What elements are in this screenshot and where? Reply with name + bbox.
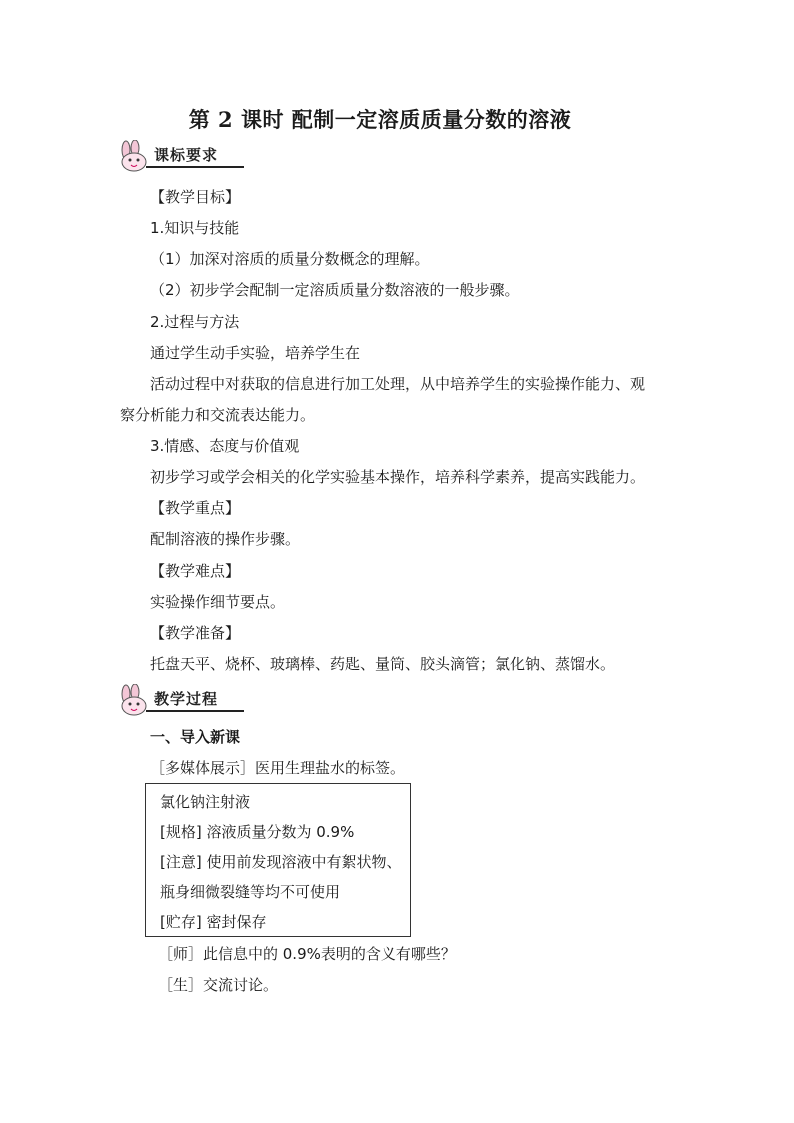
label-line-1: 氯化钠注射液 — [160, 793, 251, 811]
label-line-4: 瓶身细微裂缝等均不可使用 — [160, 883, 341, 901]
teacher-question: ［师］此信息中的 0.9%表明的含义有哪些？ — [158, 945, 456, 963]
keypoints-heading: 【教学重点】 — [150, 499, 241, 517]
keypoints-text: 配制溶液的操作步骤。 — [150, 530, 301, 548]
preparation-heading: 【教学准备】 — [150, 624, 241, 642]
objective-k2c: 察分析能力和交流表达能力。 — [120, 406, 316, 424]
objective-k3: 3.情感、态度与价值观 — [150, 437, 300, 455]
saline-label-box — [145, 783, 411, 937]
page-title: 第 2 课时 配制一定溶质质量分数的溶液 — [188, 107, 572, 132]
rabbit-icon — [116, 140, 156, 174]
preparation-text: 托盘天平、烧杯、玻璃棒、药匙、量筒、胶头滴管；氯化钠、蒸馏水。 — [150, 655, 616, 673]
section-header-standards — [116, 140, 246, 174]
objective-k1a: （1）加深对溶质的质量分数概念的理解。 — [150, 250, 430, 268]
student-response: ［生］交流讨论。 — [158, 976, 279, 994]
label-line-5: [贮存] 密封保存 — [160, 913, 267, 931]
section-label: 课标要求 — [154, 146, 219, 164]
intro-heading: 一、导入新课 — [150, 728, 241, 746]
section-underline — [146, 166, 244, 168]
objectives-heading: 【教学目标】 — [150, 188, 241, 206]
label-line-2: [规格] 溶液质量分数为 0.9% — [160, 823, 355, 841]
difficulty-heading: 【教学难点】 — [150, 562, 241, 580]
label-line-3: [注意] 使用前发现溶液中有絮状物、 — [160, 853, 402, 871]
objective-k2a: 通过学生动手实验，培养学生在 — [150, 344, 361, 362]
objective-k2b: 活动过程中对获取的信息进行加工处理，从中培养学生的实验操作能力、观 — [150, 375, 646, 393]
rabbit-icon — [116, 684, 156, 718]
section-underline — [146, 710, 244, 712]
objective-k1: 1.知识与技能 — [150, 219, 240, 237]
section-header-process — [116, 684, 246, 718]
objective-k2: 2.过程与方法 — [150, 313, 240, 331]
multimedia-show: ［多媒体展示］医用生理盐水的标签。 — [150, 759, 406, 777]
objective-k1b: （2）初步学会配制一定溶质质量分数溶液的一般步骤。 — [150, 281, 520, 299]
section-label: 教学过程 — [154, 690, 219, 708]
objective-k3a: 初步学习或学会相关的化学实验基本操作，培养科学素养，提高实践能力。 — [150, 468, 646, 486]
difficulty-text: 实验操作细节要点。 — [150, 593, 286, 611]
